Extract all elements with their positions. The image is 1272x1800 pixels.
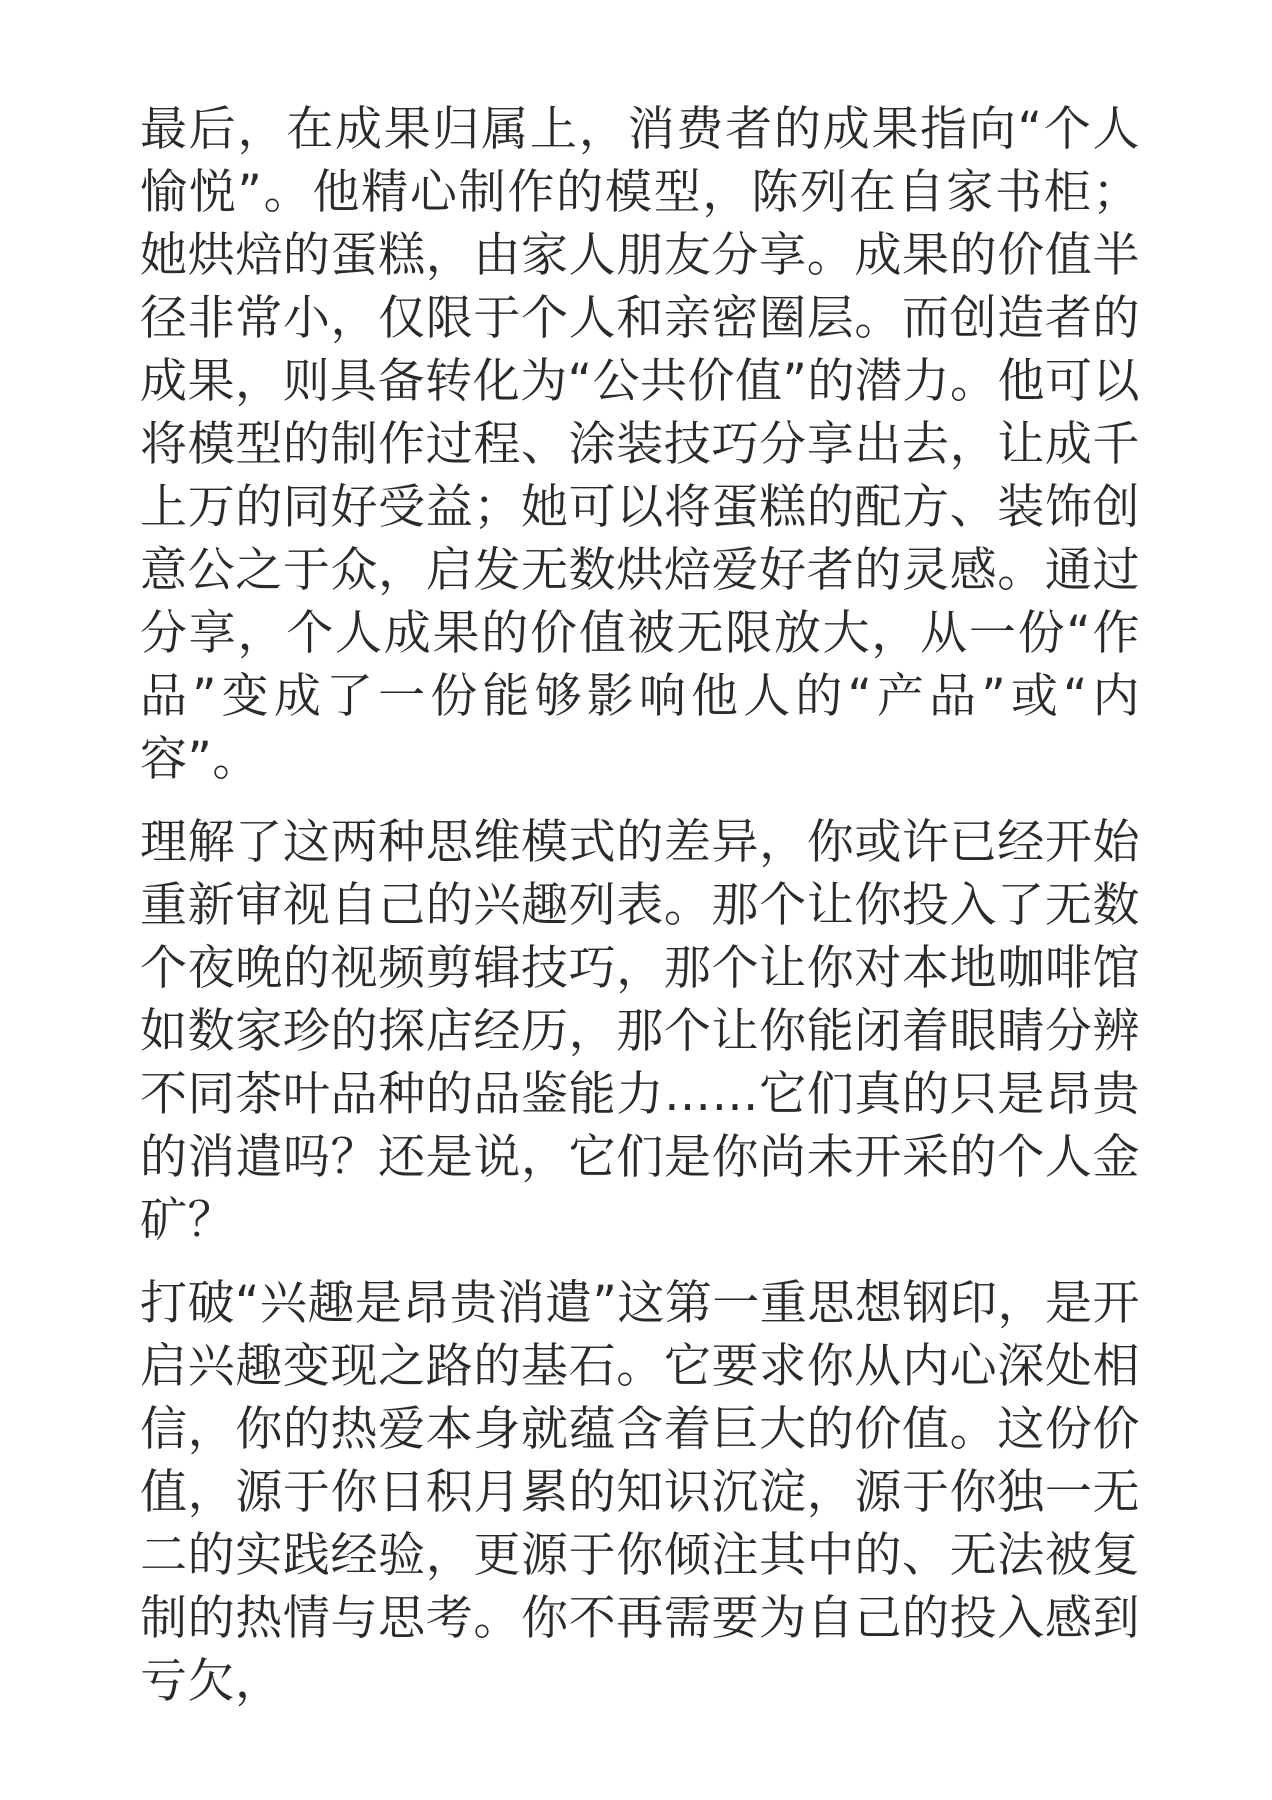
- paragraph-break-mental-stamp: 打破“兴趣是昂贵消遣”这第一重思想钢印，是开启兴趣变现之路的基石。它要求你从内心深处相信，你的热爱本身就蕴含着巨大的价值。这份价值，源于你日积月累的知识沉淀，源于你独一无二的实践经验，更源于你倾注其中的、无法被复制的热情与思考。你不再需要为自己的投入感到亏欠，: [140, 1276, 1140, 1709]
- article-body: [140, 98, 1140, 1733]
- paragraph-outcome-ownership: 最后，在成果归属上，消费者的成果指向“个人愉悦”。他精心制作的模型，陈列在自家书柜；她烘焙的蛋糕，由家人朋友分享。成果的价值半径非常小，仅限于个人和亲密圈层。而创造者的成果，则具备转化为“公共价值”的潜力。他可以将模型的制作过程、涂装技巧分享出去，让成千上万的同好受益；她可以将蛋糕的配方、装饰创意公之于众，启发无数烘焙爱好者的灵感。通过分享，个人成果的价值被无限放大，从一份“作品”变成了一份能够影响他人的“产品”或“内容”。: [140, 102, 1140, 787]
- paragraph-reexamine-interests: 理解了这两种思维模式的差异，你或许已经开始重新审视自己的兴趣列表。那个让你投入了无数个夜晚的视频剪辑技巧，那个让你对本地咖啡馆如数家珍的探店经历，那个让你能闭着眼睛分辨不同茶叶品种的品鉴能力……它们真的只是昂贵的消遣吗？还是说，它们是你尚未开采的个人金矿？: [140, 815, 1140, 1248]
